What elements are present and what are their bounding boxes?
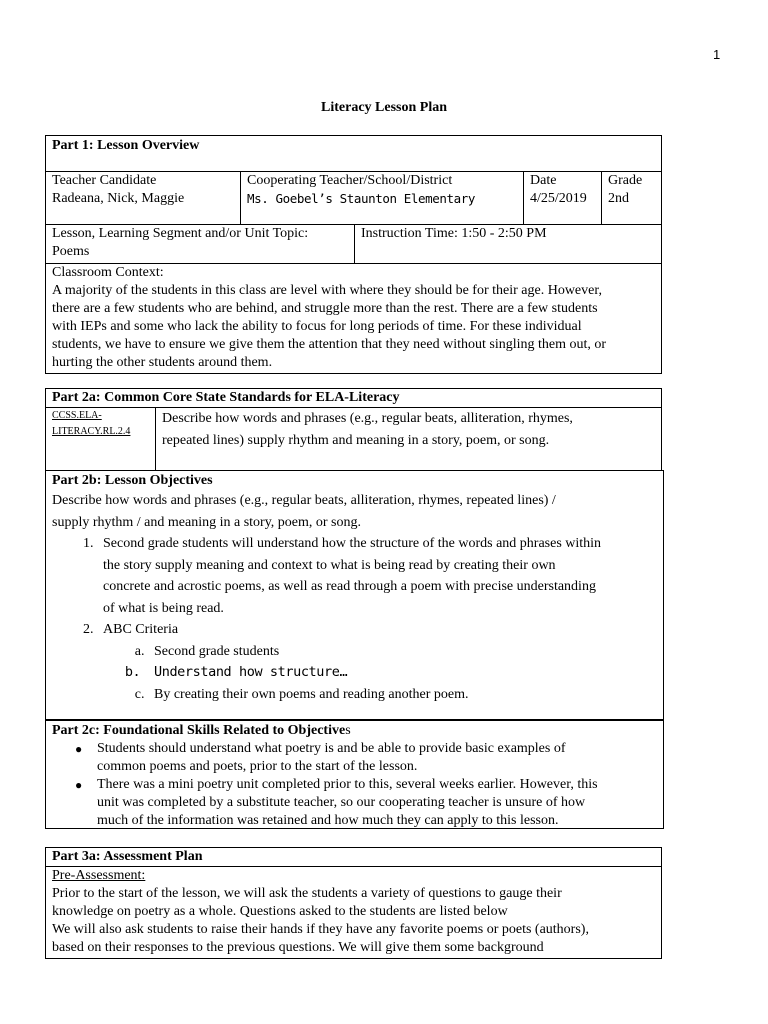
part2c-heading-tail: s [345, 723, 351, 738]
part1-lesson-overview-table [45, 135, 662, 374]
part2a-heading: Part 2a: Common Core State Standards for ELA-Literacy [52, 390, 400, 405]
standard-code-cell [46, 408, 155, 471]
foundational-skill-item [97, 740, 657, 776]
foundational-skill-line: unit was completed by a substitute teacher, so our cooperating teacher is unsure of how [97, 795, 586, 810]
part2c-cell [46, 721, 663, 832]
objective-item-1 [97, 533, 657, 619]
standard-description-cell [155, 408, 661, 471]
classroom-context-line: with IEPs and some who lack the ability to focus for long periods of time. For these individual [52, 319, 582, 334]
cooperating-teacher-label: Cooperating Teacher/School/District [247, 173, 453, 188]
grade-label: Grade [608, 173, 643, 188]
date-cell [523, 172, 601, 224]
standard-code-line2[interactable]: LITERACY.RL.2.4 [52, 426, 131, 437]
part2c-foundational-skills-table [45, 720, 664, 829]
objective-item-1-line: concrete and acrostic poems, as well as read through a poem with precise understanding [103, 579, 596, 594]
part1-heading: Part 1: Lesson Overview [52, 138, 200, 153]
objectives-intro-line: Describe how words and phrases (e.g., regular beats, alliteration, rhymes, repeated lines) / [52, 493, 556, 508]
classroom-context-line: students, we have to ensure we give them the attention that they need without singling them out, or [52, 337, 607, 352]
teacher-candidate-value: Radeana, Nick, Maggie [52, 191, 185, 206]
objective-item-2 [97, 619, 657, 705]
standard-description-line: Describe how words and phrases (e.g., regular beats, alliteration, rhymes, [162, 411, 573, 426]
classroom-context-label: Classroom Context: [52, 265, 164, 280]
foundational-skill-line: much of the information was retained and how much they can apply to this lesson. [97, 813, 559, 828]
part2c-heading [52, 722, 657, 740]
objective-item-2-text: ABC Criteria [103, 622, 179, 637]
topic-label: Lesson, Learning Segment and/or Unit Topic: [52, 226, 309, 241]
criteria-a: a. Second grade students [148, 641, 657, 663]
classroom-context-line: hurting the other students around them. [52, 355, 273, 370]
grade-cell [601, 172, 661, 224]
foundational-skill-item [97, 776, 657, 830]
classroom-context-line: A majority of the students in this class are level with where they should be for their age. However, [52, 283, 602, 298]
foundational-skill-line: common poems and poets, prior to the start of the lesson. [97, 759, 418, 774]
objective-item-1-line: of what is being read. [103, 600, 224, 616]
topic-value: Poems [52, 244, 90, 259]
date-value: 4/25/2019 [530, 191, 587, 206]
standard-description-line: repeated lines) supply rhythm and meaning in a story, poem, or song. [162, 432, 550, 448]
objective-item-1-line: the story supply meaning and context to what is being read by creating their own [103, 557, 556, 573]
objective-item-1-line: 1. Second grade students will understand how the structure of the words and phrases within [103, 536, 602, 551]
standard-code-line1[interactable]: CCSS.ELA- [52, 410, 102, 421]
classroom-context-cell [46, 264, 661, 373]
assessment-line: Prior to the start of the lesson, we will ask the students a variety of questions to gauge their [52, 886, 562, 901]
part2a-standards-table [45, 388, 662, 471]
cooperating-teacher-value: Ms. Goebel’s Staunton Elementary [247, 191, 476, 206]
part2c-heading-main: Part 2c: Foundational Skills Related to Objective [52, 723, 346, 738]
foundational-skill-line: ● There was a mini poetry unit completed prior to this, several weeks earlier. However, this [97, 777, 598, 792]
part2b-heading: Part 2b: Lesson Objectives [52, 473, 213, 488]
teacher-candidate-cell [46, 172, 240, 224]
part3a-heading: Part 3a: Assessment Plan [52, 849, 203, 864]
document-title: Literacy Lesson Plan [321, 100, 447, 115]
cooperating-teacher-cell [240, 172, 523, 224]
assessment-line: We will also ask students to raise their hands if they have any favorite poems or poets (authors), [52, 922, 589, 937]
foundational-skills-list [52, 740, 657, 830]
classroom-context-line: there are a few students who are behind, and struggle more than the rest. There are a few students [52, 301, 598, 316]
part2b-objectives-table [45, 470, 664, 720]
objectives-intro-line: supply rhythm / and meaning in a story, poem, or song. [52, 514, 361, 530]
part3a-assessment-plan-table [45, 847, 662, 959]
assessment-plan-cell [46, 867, 661, 958]
page-number: 1 [713, 47, 721, 62]
criteria-c: c. By creating their own poems and reading another poem. [148, 684, 657, 706]
topic-cell [46, 225, 354, 263]
pre-assessment-label: Pre-Assessment: [52, 868, 146, 883]
assessment-line: knowledge on poetry as a whole. Questions asked to the students are listed below [52, 904, 508, 919]
criteria-b: b. Understand how structure… [148, 662, 657, 684]
date-label: Date [530, 173, 557, 188]
abc-criteria-list [103, 641, 657, 706]
objectives-list [52, 533, 657, 705]
grade-value: 2nd [608, 191, 629, 206]
instruction-time: Instruction Time: 1:50 - 2:50 PM [354, 225, 661, 263]
teacher-candidate-label: Teacher Candidate [52, 173, 157, 188]
foundational-skill-line: ● Students should understand what poetry is and be able to provide basic examples of [97, 741, 566, 756]
part2b-cell [46, 471, 663, 707]
assessment-line: based on their responses to the previous questions. We will give them some background [52, 940, 544, 955]
